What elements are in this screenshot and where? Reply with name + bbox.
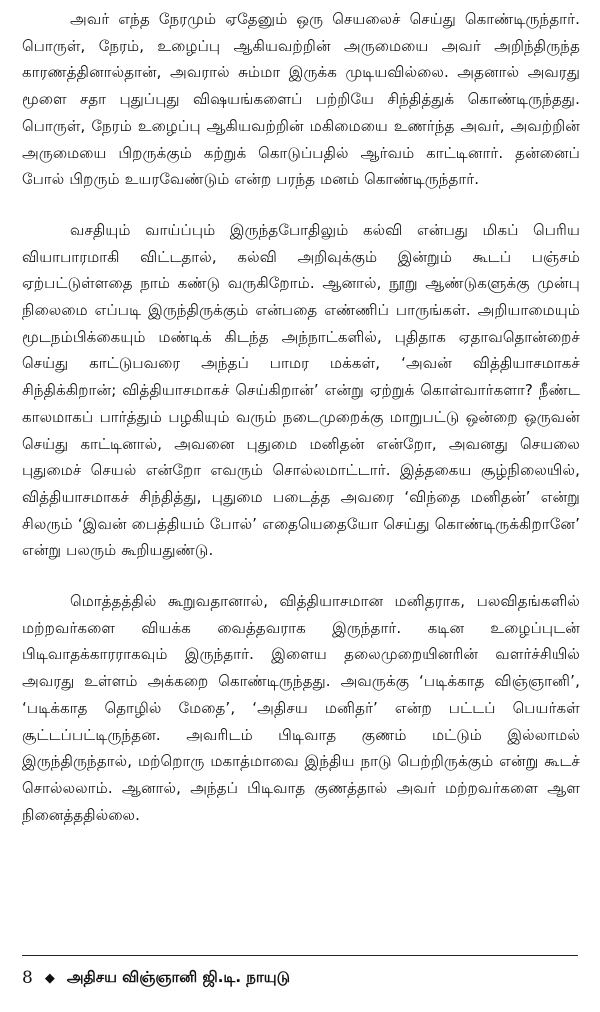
paragraph-2: வசதியும் வாய்ப்பும் இருந்தபோதிலும் கல்வி என்பது மிகப் பெரிய வியாபாரமாகி விட்டதால், கல்வி அறிவுக்கும் இன்றும் கூடப் பஞ்சம் ஏற்பட்டுள்ளதை நாம் கண்டு வருகிறோம். ஆனால், நூறு ஆண்டுகளுக்கு முன்பு நிலைமை எப்படி இருந்திருக்கும் என்பதை எண்ணிப் பாருங்கள். அறியாமையும் மூடநம்பிக்கையும் மண்டிக் கிடந்த அந்நாட்களில், புதிதாக ஏதாவதொன்றைச் செய்து காட்டுபவரை அந்தப் பாமர மக்கள், ‘அவன் வித்தியாசமாகச் சிந்திக்கிறான்; வித்தியாசமாகச் செய்கிறான்’ என்று ஏற்றுக் கொள்வார்களா? நீண்ட காலமாகப் பார்த்தும் பழகியும் வரும் நடைமுறைக்கு மாறுபட்டு ஒன்றை ஒருவன் செய்து காட்டினால், அவனை புதுமை மனிதன் என்றோ, அவனது செயலை புதுமைச் செயல் என்றோ எவரும் சொல்லமாட்டார். இத்தகைய சூழ்நிலையில், வித்தியாசமாகச் சிந்தித்து, புதுமை படைத்த அவரை ‘விந்தை மனிதன்’ என்று சிலரும் ‘இவன் பைத்தியம் போல்’ எதையெதையோ செய்து கொண்டிருக்கிறானே’ என்று பலரும் கூறியதுண்டு. <box>22 220 580 560</box>
paragraph-3: மொத்தத்தில் கூறுவதானால், வித்தியாசமான மனிதராக, பலவிதங்களில் மற்றவர்களை வியக்க வைத்தவராக இருந்தார். கடின உழைப்புடன் பிடிவாதக்காரராகவும் இருந்தார். இளைய தலைமுறையினரின் வளர்ச்சியில் அவரது உள்ளம் அக்கறை கொண்டிருந்தது. அவருக்கு ‘படிக்காத விஞ்ஞானி’, ‘படிக்காத தொழில் மேதை’, ‘அதிசய மனிதர்’ என்ற பட்டப் பெயர்கள் சூட்டப்பட்டிருந்தன. அவரிடம் பிடிவாத குணம் மட்டும் இல்லாமல் இருந்திருந்தால், மற்றொரு மகாத்மாவை இந்திய நாடு பெற்றிருக்கும் என்று கூடச் சொல்லலாம். ஆனால், அந்தப் பிடிவாத குணத்தால் அவர் மற்றவர்களை ஆள நினைத்ததில்லை. <box>22 592 580 824</box>
page-number: 8 <box>22 968 33 988</box>
diamond-icon: ◆ <box>44 970 55 986</box>
footer-divider <box>22 955 578 956</box>
running-title: அதிசய விஞ்ஞானி ஜி.டி. நாயுடு <box>66 968 290 986</box>
paragraph-1: அவர் எந்த நேரமும் ஏதேனும் ஒரு செயலைச் செய்து கொண்டிருந்தார். பொருள், நேரம், உழைப்பு ஆகியவற்றின் அருமையை அவர் அறிந்திருந்த காரணத்தினால்தான், அவரால் சும்மா இருக்க முடியவில்லை. அதனால் அவரது மூளை சதா புதுப்புது விஷயங்களைப் பற்றியே சிந்தித்துக் கொண்டிருந்தது. பொருள், நேரம் உழைப்பு ஆகியவற்றின் மகிமையை உணர்ந்த அவர், அவற்றின் அருமையை பிறருக்கும் கற்றுக் கொடுப்பதில் ஆர்வம் காட்டினார். தன்னைப் போல் பிறரும் உயரவேண்டும் என்ற பரந்த மனம் கொண்டிருந்தார். <box>22 10 580 189</box>
page-footer <box>22 968 290 988</box>
